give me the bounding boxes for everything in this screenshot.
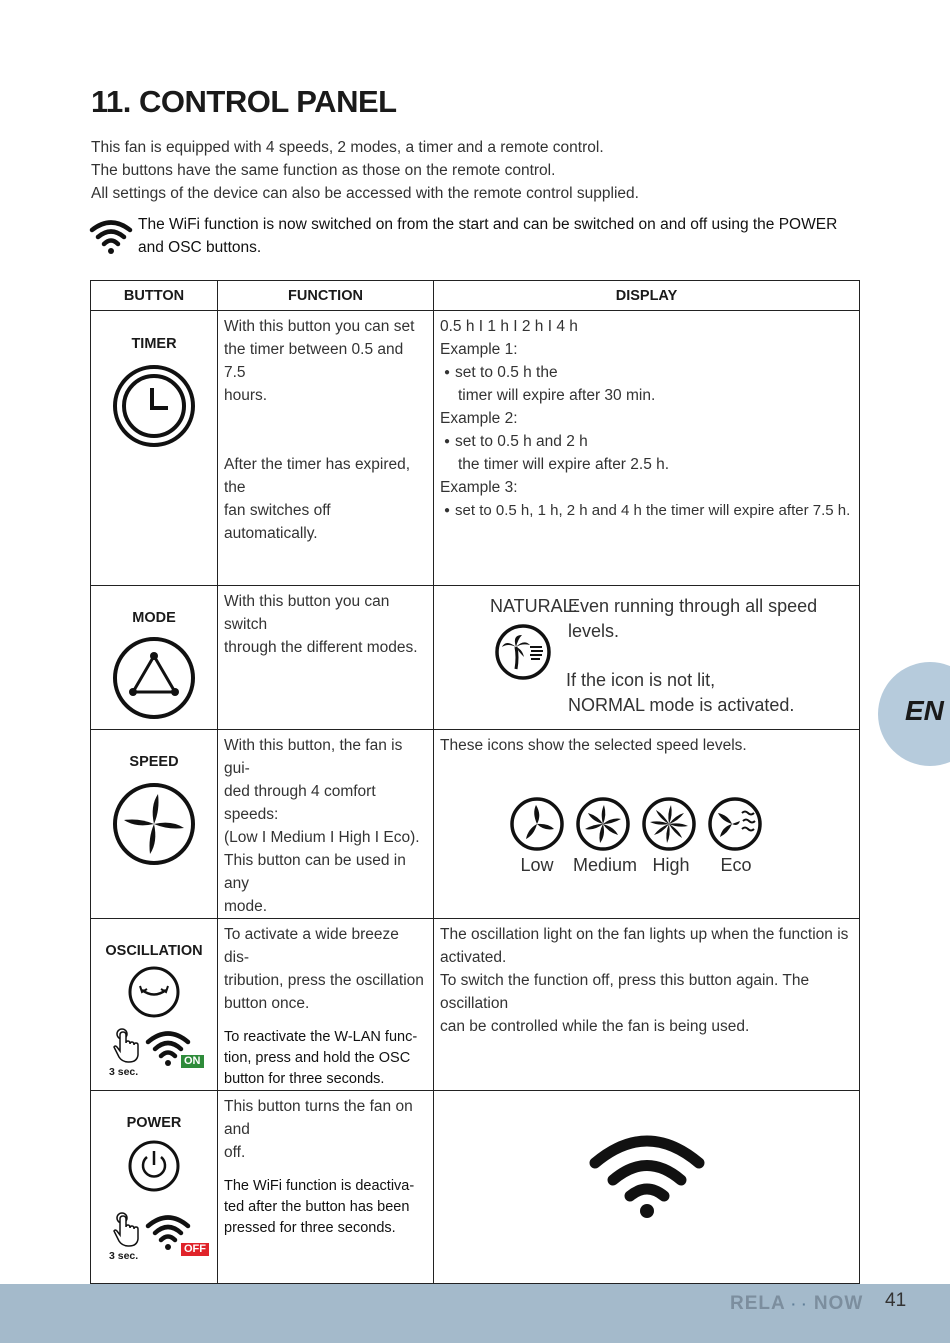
wifi-large-icon xyxy=(589,1129,705,1219)
text-line: timer will expire after 30 min. xyxy=(458,387,656,404)
text-line: ted after the button has been xyxy=(224,1199,410,1215)
timer-display xyxy=(434,311,860,586)
speed-low-icon xyxy=(510,797,564,851)
logo-text: RELA xyxy=(730,1293,786,1314)
mode-cell xyxy=(91,586,218,730)
on-badge: ON xyxy=(181,1055,204,1068)
text-line: 0.5 h I 1 h I 2 h I 4 h xyxy=(440,318,578,335)
table-header-row xyxy=(91,281,860,311)
natural-text: levels. xyxy=(568,621,620,641)
natural-text: Even running through all speed xyxy=(568,596,818,616)
clock-icon xyxy=(112,364,196,448)
power-display xyxy=(434,1091,860,1284)
speed-medium-icon xyxy=(576,797,630,851)
normal-text: NORMAL mode is activated. xyxy=(568,695,795,715)
control-table xyxy=(90,280,860,1284)
wifi-hold-group xyxy=(109,1211,217,1263)
timer-label: TIMER xyxy=(131,336,177,352)
speed-label-eco: Eco xyxy=(720,855,752,875)
intro-line: All settings of the device can also be accessed with the remote control supplied. xyxy=(91,185,639,202)
text-line: This button turns the fan on and xyxy=(224,1098,413,1138)
oscillation-label: OSCILLATION xyxy=(105,943,203,959)
text-line: The WiFi function is deactiva- xyxy=(224,1178,415,1194)
text-line: These icons show the selected speed levels. xyxy=(440,737,747,754)
oscillation-cell xyxy=(91,919,218,1091)
text-line: mode. xyxy=(224,898,268,915)
text-line: (Low I Medium I High I Eco). xyxy=(224,829,420,846)
text-line: fan switches off automatically. xyxy=(224,502,331,542)
hand-press-icon xyxy=(113,1027,143,1063)
wifi-icon xyxy=(88,213,134,259)
hand-press-icon xyxy=(113,1211,143,1247)
speed-high-icon xyxy=(642,797,696,851)
mode-display xyxy=(434,586,860,730)
oscillation-display xyxy=(434,919,860,1091)
wifi-hold-group xyxy=(109,1027,217,1079)
hold-duration: 3 sec. xyxy=(109,1066,139,1078)
text-line: To reactivate the W-LAN func- xyxy=(224,1029,418,1045)
text-line: After the timer has expired, the xyxy=(224,456,411,496)
text-line: button once. xyxy=(224,995,310,1012)
text-line: pressed for three seconds. xyxy=(224,1220,396,1236)
text-line: tion, press and hold the OSC xyxy=(224,1050,411,1066)
oscillation-function xyxy=(218,919,434,1091)
intro-line: The buttons have the same function as those on the remote control. xyxy=(91,162,556,179)
header-display: DISPLAY xyxy=(434,281,860,311)
fan-icon xyxy=(112,782,196,866)
speed-eco-icon xyxy=(708,797,762,851)
mode-function xyxy=(218,586,434,730)
timer-function xyxy=(218,311,434,586)
table-row-oscillation xyxy=(91,919,860,1091)
power-function xyxy=(218,1091,434,1284)
off-badge: OFF xyxy=(181,1243,209,1256)
hold-duration: 3 sec. xyxy=(109,1250,139,1262)
page-title: 11. CONTROL PANEL xyxy=(91,84,397,119)
table-row-mode xyxy=(91,586,860,730)
brand-logo xyxy=(730,1293,863,1315)
text-line: With this button you can set xyxy=(224,318,415,335)
text-line: through the different modes. xyxy=(224,639,418,656)
palm-tree-icon xyxy=(494,623,552,681)
power-icon xyxy=(127,1139,181,1193)
text-line: off. xyxy=(224,1144,246,1161)
timer-cell xyxy=(91,311,218,586)
speed-label-high: High xyxy=(652,855,690,875)
language-label: EN xyxy=(905,695,944,726)
text-line: button for three seconds. xyxy=(224,1071,385,1087)
text-line: Example 3: xyxy=(440,479,518,496)
bullet-line: ● set to 0.5 h the xyxy=(440,361,853,384)
intro-line: This fan is equipped with 4 speeds, 2 modes, a timer and a remote control. xyxy=(91,139,604,156)
table-row-power xyxy=(91,1091,860,1284)
natural-label: NATURAL: xyxy=(490,596,578,616)
text-line: can be controlled while the fan is being used. xyxy=(440,1018,750,1035)
text-line: To switch the function off, press this button again. The oscillation xyxy=(440,972,810,1012)
bullet-line: ● set to 0.5 h and 2 h xyxy=(440,430,853,453)
text-line: Example 2: xyxy=(440,410,518,427)
header-button: BUTTON xyxy=(91,281,218,311)
text-line: activated. xyxy=(440,949,507,966)
text-line: The oscillation light on the fan lights up when the function is xyxy=(440,926,849,943)
logo-dots: · · xyxy=(791,1296,808,1312)
normal-text: If the icon is not lit, xyxy=(566,670,716,690)
header-function: FUNCTION xyxy=(218,281,434,311)
power-label: POWER xyxy=(126,1115,182,1131)
page-number: 41 xyxy=(885,1290,907,1311)
power-cell xyxy=(91,1091,218,1284)
speed-label-low: Low xyxy=(520,855,554,875)
intro-text xyxy=(91,136,639,205)
table-row-timer xyxy=(91,311,860,586)
text-line: tribution, press the oscillation xyxy=(224,972,424,989)
text-line: Example 1: xyxy=(440,341,518,358)
mode-label: MODE xyxy=(132,610,176,626)
oscillation-icon xyxy=(127,965,181,1019)
text-line: With this button you can switch xyxy=(224,593,390,633)
text-line: With this button, the fan is gui- xyxy=(224,737,403,777)
wifi-note-line: and OSC buttons. xyxy=(138,239,262,256)
wifi-note-line: The WiFi function is now switched on from the start and can be switched on and off using the POWER xyxy=(138,216,838,233)
language-tab xyxy=(878,662,950,766)
speed-label: SPEED xyxy=(129,754,179,770)
speed-cell xyxy=(91,730,218,919)
text-line: the timer between 0.5 and 7.5 xyxy=(224,341,404,381)
speed-display xyxy=(434,730,860,919)
text-line: ded through 4 comfort speeds: xyxy=(224,783,376,823)
triangle-mode-icon xyxy=(112,636,196,720)
bullet-line: ● set to 0.5 h, 1 h, 2 h and 4 h the timer will expire after 7.5 h. xyxy=(440,499,853,522)
text-line: To activate a wide breeze dis- xyxy=(224,926,399,966)
logo-text: NOW xyxy=(813,1293,864,1314)
text-line: This button can be used in any xyxy=(224,852,406,892)
wifi-note xyxy=(88,213,868,259)
speed-icons xyxy=(510,797,859,851)
text-line: the timer will expire after 2.5 h. xyxy=(458,456,670,473)
table-row-speed xyxy=(91,730,860,919)
text-line: hours. xyxy=(224,387,268,404)
speed-label-medium: Medium xyxy=(572,855,638,875)
speed-labels xyxy=(504,855,859,876)
speed-function xyxy=(218,730,434,919)
